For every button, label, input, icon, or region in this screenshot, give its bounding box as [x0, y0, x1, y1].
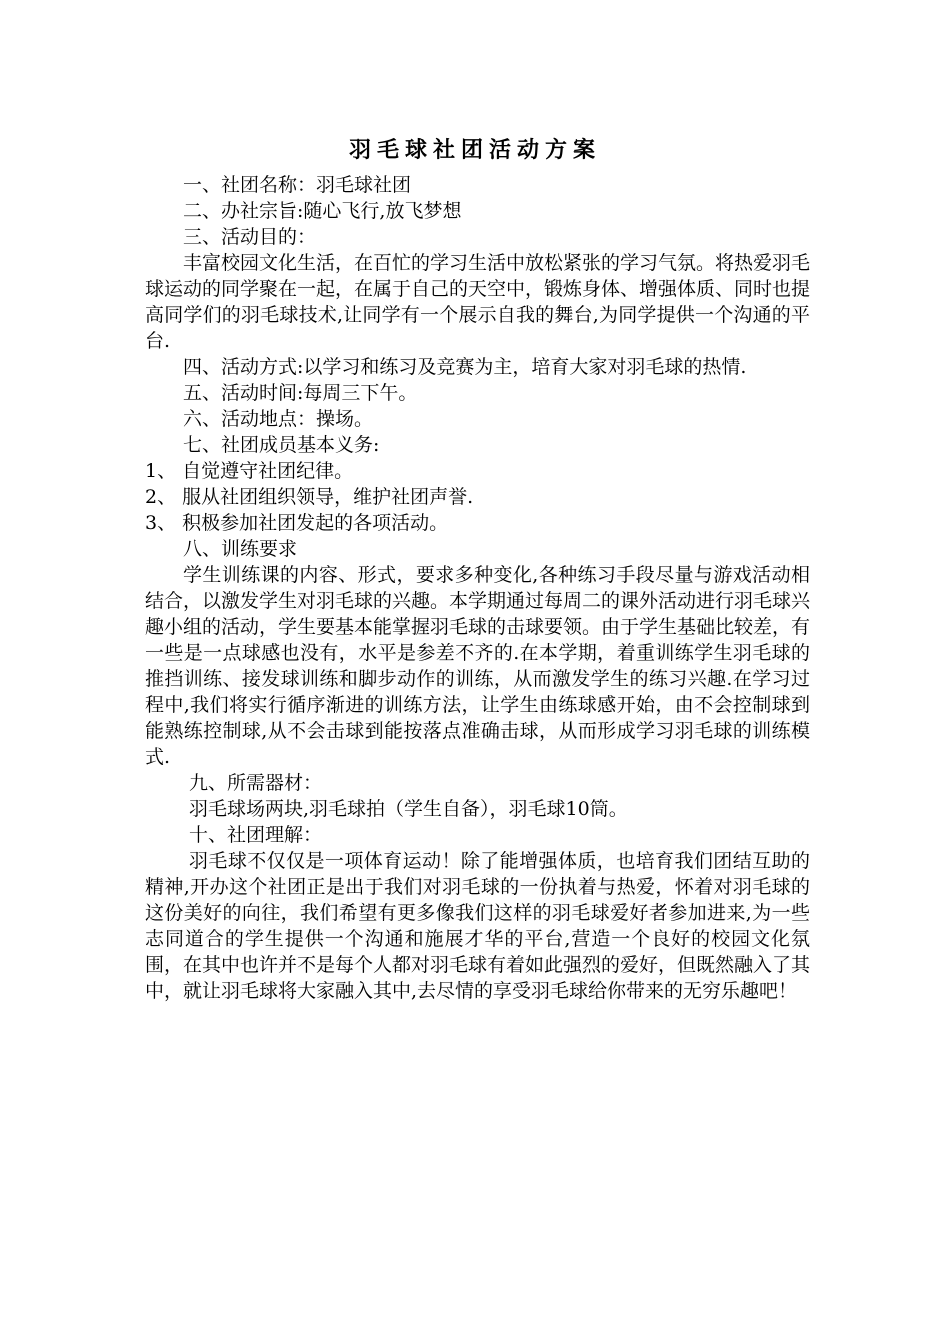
section-activity-location: 六、活动地点：操场。 [183, 408, 374, 430]
section-club-name: 一、社团名称：羽毛球社团 [183, 174, 412, 196]
member-duty-item: 2、 服从社团组织领导，维护社团声誉. [145, 486, 474, 508]
section-club-purpose: 二、办社宗旨:随心飞行,放飞梦想 [183, 200, 462, 222]
section-activity-goal-heading: 三、活动目的： [183, 226, 317, 248]
document-title: 羽毛球社团活动方案 [348, 138, 601, 163]
member-duty-item: 3、 积极参加社团发起的各项活动。 [145, 512, 449, 534]
section-activity-method: 四、活动方式:以学习和练习及竞赛为主，培育大家对羽毛球的热情. [183, 356, 747, 378]
section-member-duties-heading: 七、社团成员基本义务: [183, 434, 380, 456]
training-paragraph: 学生训练课的内容、形式，要求多种变化,各种练习手段尽量与游戏活动相结合，以激发学生对羽毛球的兴趣。本学期通过每周二的课外活动进行羽毛球兴趣小组的活动，学生要基本能掌握羽毛球的击球要领。由于学生基础比较差，有一些是一点球感也没有，水平是参差不齐的.在本学期，着重训练学生羽毛球的推挡训练、接发球训练和脚步动作的训练，从而激发学生的练习兴趣.在学习过程中,我们将实行循序渐进的训练方法，让学生由练球感开始，由不会控制球到能熟练控制球,从不会击球到能按落点准确击球，从而形成学习羽毛球的训练模式. [145, 564, 811, 768]
section-activity-time: 五、活动时间:每周三下午。 [183, 382, 418, 404]
equipment-paragraph: 羽毛球场两块,羽毛球拍（学生自备），羽毛球10筒。 [189, 798, 628, 820]
member-duty-item: 1、 自觉遵守社团纪律。 [145, 460, 354, 482]
section-understanding-heading: 十、社团理解： [189, 824, 323, 846]
section-training-heading: 八、训练要求 [183, 538, 298, 560]
document-body [145, 172, 810, 1004]
activity-goal-paragraph: 丰富校园文化生活，在百忙的学习生活中放松紧张的学习气氛。将热爱羽毛球运动的同学聚在一起，在属于自己的天空中，锻炼身体、增强体质、同时也提高同学们的羽毛球技术,让同学有一个展示自我的舞台,为同学提供一个沟通的平台. [145, 252, 811, 352]
understanding-paragraph: 羽毛球不仅仅是一项体育运动！除了能增强体质，也培育我们团结互助的精神,开办这个社团正是出于我们对羽毛球的一份执着与热爱，怀着对羽毛球的这份美好的向往，我们希望有更多像我们这样的羽毛球爱好者参加进来,为一些志同道合的学生提供一个沟通和施展才华的平台,营造一个良好的校园文化氛围，在其中也许并不是每个人都对羽毛球有着如此强烈的爱好，但既然融入了其中，就让羽毛球将大家融入其中,去尽情的享受羽毛球给你带来的无穷乐趣吧！ [145, 850, 811, 1002]
section-equipment-heading: 九、所需器材： [189, 772, 323, 794]
